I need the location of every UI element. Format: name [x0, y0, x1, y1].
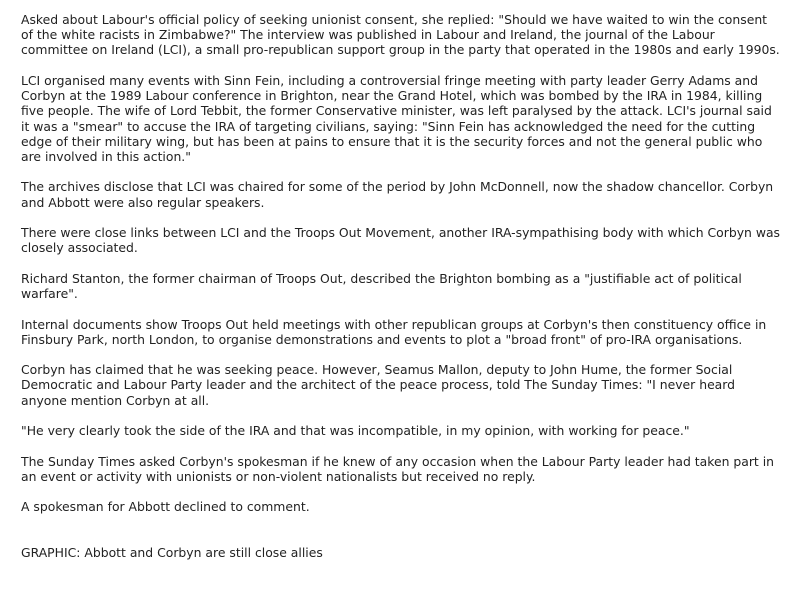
- paragraph-stanton-quote: Richard Stanton, the former chairman of Troops Out, described the Brighton bombing as a "justifiable act of political warfare".: [21, 270, 742, 302]
- paragraph-lci-events: LCI organised many events with Sinn Fein, including a controversial fringe meeting with party leader Gerry Adams and Corbyn at the 1989 Labour conference in Brighton, near the Grand Hotel, which was bombed by the IRA in 1984, killing five people. The wife of Lord Tebbit, the former Conservative minister, was left paralysed by the attack. LCI's journal said it was a "smear" to accuse the IRA of targeting civilians, saying: "Sinn Fein has acknowledged the need for the cutting edge of their military wing, but has been at pains to ensure that it is the security forces and not the general public who are involved in this action.": [21, 72, 772, 164]
- paragraph-mallon-quote-continued: "He very clearly took the side of the IRA and that was incompatible, in my opinion, with working for peace.": [21, 423, 690, 439]
- article-body: [21, 12, 781, 575]
- paragraph-mallon-quote: Corbyn has claimed that he was seeking peace. However, Seamus Mallon, deputy to John Hume, the former Social Democratic and Labour Party leader and the architect of the peace process, told The Sunday Times: "I never heard anyone mention Corbyn at all.: [21, 362, 736, 408]
- paragraph-labour-policy: Asked about Labour's official policy of seeking unionist consent, she replied: "Should we have waited to win the consent of the white racists in Zimbabwe?" The interview was published in Labour and Ireland, the journal of the Labour committee on Ireland (LCI), a small pro-republican support group in the party that operated in the 1980s and early 1990s.: [21, 12, 780, 58]
- paragraph-abbott-declined: A spokesman for Abbott declined to comment.: [21, 499, 310, 515]
- paragraph-lci-chair: The archives disclose that LCI was chaired for some of the period by John McDonnell, now the shadow chancellor. Corbyn and Abbott were also regular speakers.: [21, 179, 774, 210]
- paragraph-spokesman-question: The Sunday Times asked Corbyn's spokesman if he knew of any occasion when the Labour Party leader had taken part in an event or activity with unionists or non-violent nationalists but received no reply.: [21, 453, 775, 484]
- paragraph-troops-out-links: There were close links between LCI and the Troops Out Movement, another IRA-sympathising body with which Corbyn was closely associated.: [21, 225, 781, 256]
- graphic-caption: GRAPHIC: Abbott and Corbyn are still close allies: [21, 544, 323, 560]
- paragraph-internal-documents: Internal documents show Troops Out held meetings with other republican groups at Corbyn's then constituency office in Finsbury Park, north London, to organise demonstrations and events to plot a "broad front" of pro-IRA organisations.: [21, 316, 767, 347]
